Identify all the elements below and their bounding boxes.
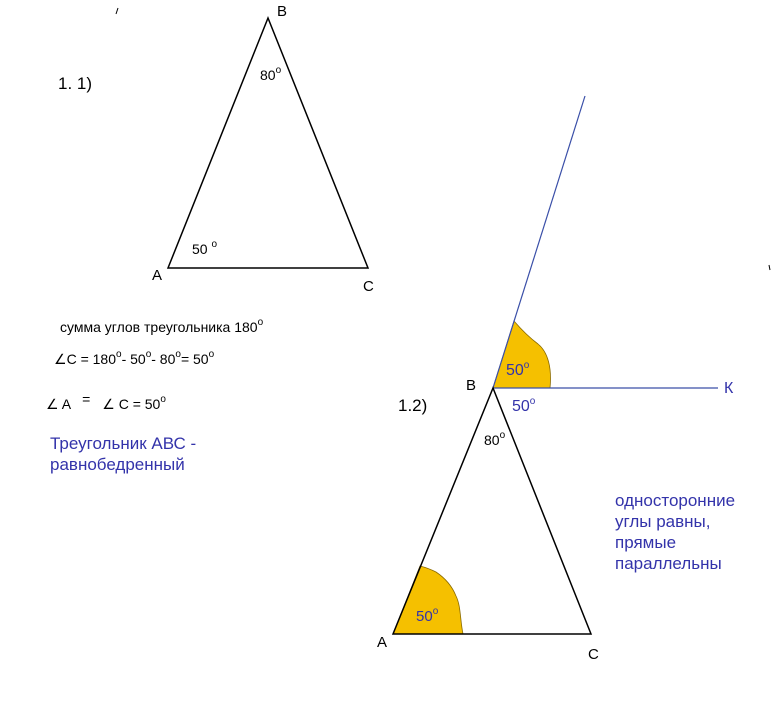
stray-mark <box>769 265 770 270</box>
vertex-c-label: C <box>363 278 374 295</box>
note-angle-sum: сумма углов треугольника 180$^o$ <box>60 317 264 335</box>
conclusion-isosceles: Треугольник АВС - равнобедренный <box>50 434 197 474</box>
angle-bk-value: 50$^o$ <box>512 396 536 415</box>
stray-mark <box>116 8 118 14</box>
vertex-b2-label: B <box>466 377 477 394</box>
angle-a2-value: 50$^o$ <box>416 606 439 625</box>
vertex-a2-label: A <box>377 634 388 651</box>
angle-b2-value: 80$^o$ <box>484 430 506 448</box>
extended-line-ab <box>493 96 585 388</box>
exterior-angle-value: 50$^o$ <box>506 360 530 379</box>
conclusion-parallel: односторонние углы равны, прямые параллельны <box>615 491 736 573</box>
vertex-c2-label: C <box>588 646 599 663</box>
vertex-b-label: B <box>277 3 288 20</box>
angle-b-value: 80$^o$ <box>260 65 282 83</box>
triangle-abc-1 <box>168 18 368 268</box>
problem-2-number: 1.2) <box>398 396 428 415</box>
problem-1-number: 1. 1) <box>58 74 93 93</box>
angle-equality: ∠ A = ∠ $C = 50^o$ <box>46 391 166 412</box>
point-k-label: К <box>724 380 734 397</box>
angle-c-calculation: ∠C = $180^o-$ 50$^o$- $80^o= 50^o$ <box>54 349 215 367</box>
angle-a-value: 50 $^o$ <box>192 239 218 257</box>
vertex-a-label: A <box>152 267 163 284</box>
